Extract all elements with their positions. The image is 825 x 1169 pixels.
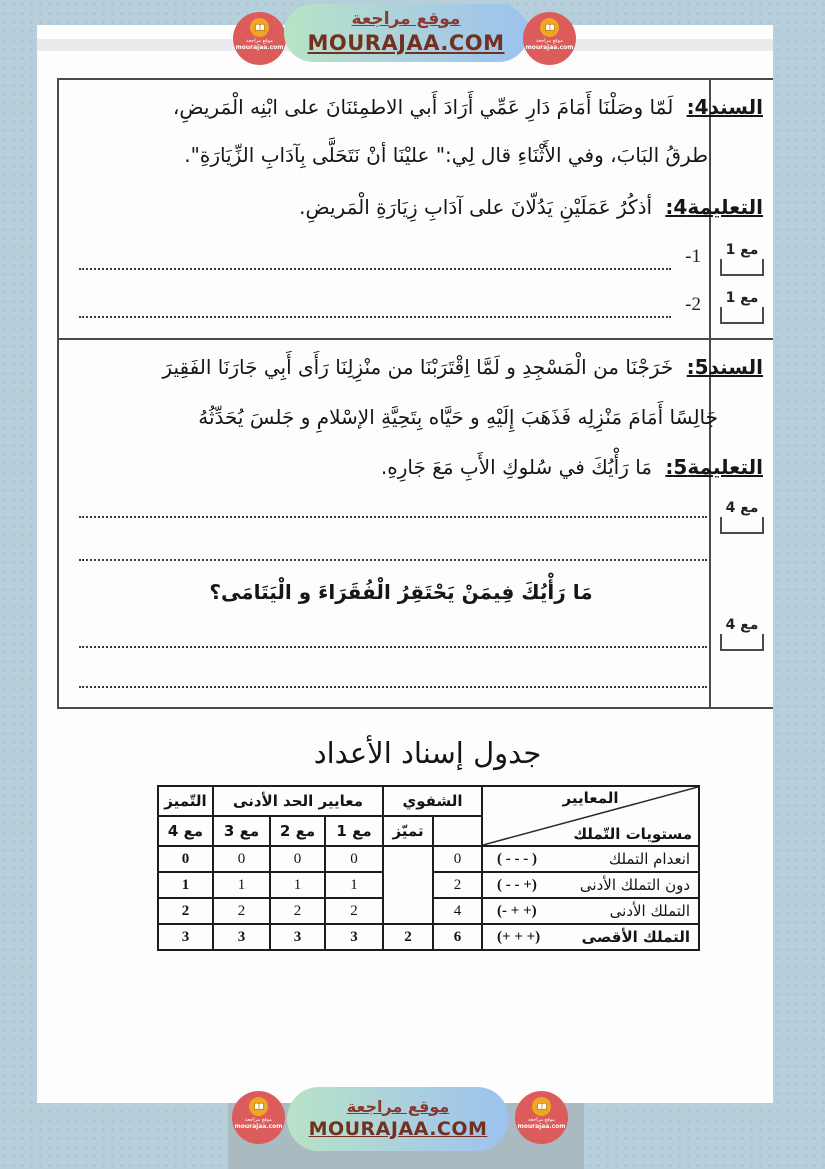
header-min-criteria: معايير الحد الأدنى bbox=[213, 786, 383, 816]
header-oral-score bbox=[433, 816, 482, 846]
m1-score: 3 bbox=[325, 924, 383, 950]
m2-score: 0 bbox=[270, 846, 325, 872]
excellence-empty-cell bbox=[383, 846, 433, 924]
site-badge bbox=[523, 12, 576, 65]
badge-site-name: موقع مراجعة bbox=[245, 1117, 272, 1123]
level-pattern: ( - - +) bbox=[497, 876, 537, 893]
answer-line-2 bbox=[79, 294, 701, 334]
level-pattern: ( - - - ) bbox=[497, 850, 538, 867]
m4-score: 2 bbox=[158, 898, 213, 924]
level-pattern: (+ + +) bbox=[497, 928, 541, 945]
instruction-4-label: التعليمة4: bbox=[665, 195, 763, 219]
instruction-5 bbox=[74, 452, 763, 482]
score-bracket bbox=[720, 517, 764, 534]
book-icon bbox=[249, 1097, 268, 1116]
score-bracket bbox=[720, 307, 764, 324]
badge-site-domain: mourajaa.com bbox=[517, 1122, 566, 1130]
answer-2-number: -2 bbox=[685, 294, 701, 315]
oral-score: 2 bbox=[433, 872, 482, 898]
level-cell bbox=[482, 872, 699, 898]
instruction-4-text: أذكُرُ عَمَلَيْنِ يَدُلّانَ على آدَابِ زِيَارَةِ الْمَريضِ. bbox=[299, 195, 653, 219]
score-mark-label: مع 4 bbox=[725, 617, 759, 633]
m1-score: 0 bbox=[325, 846, 383, 872]
instruction-5-text: مَا رَأْيُكَ في سُلوكِ الأَبِ مَعَ جَارِهِ. bbox=[380, 455, 653, 479]
score-mark-label: مع 4 bbox=[725, 500, 759, 516]
excellence-score: 2 bbox=[383, 924, 433, 950]
m4-score: 0 bbox=[158, 846, 213, 872]
exercise-box bbox=[57, 78, 773, 709]
site-name-arabic: موقع مراجعة bbox=[351, 8, 461, 29]
level-name: انعدام التملك bbox=[608, 850, 691, 868]
instruction-5-label: التعليمة5: bbox=[665, 455, 763, 479]
badge-site-domain: mourajaa.com bbox=[235, 43, 284, 51]
header-excellence: التّميز bbox=[158, 786, 213, 816]
answer-1-number: -1 bbox=[685, 246, 701, 267]
header-m2: مع 2 bbox=[270, 816, 325, 846]
support-5-line1: خَرَجْنَا من الْمَسْجِدِ و لَمَّا اِقْتَرَبْنَا من منْزِلِنَا رَأَى أَبِي جَارَنَا الفَقِيرَ bbox=[162, 355, 674, 379]
m3-score: 1 bbox=[213, 872, 270, 898]
level-name: التملك الأدنى bbox=[609, 902, 691, 920]
question-text: مَا رَأْيُكَ فِيمَنْ يَحْتَقِرُ الْفُقَرَاءَ و الْيَتَامَى؟ bbox=[209, 580, 593, 604]
dotted-line bbox=[79, 559, 707, 561]
instruction-4 bbox=[74, 192, 763, 222]
support-4-line2: طرقُ البَابَ، وفي الأَثْنَاءِ قال لِي:" عليْنَا أنْ نَتَحَلَّى بِآدَابِ الزِّيَارَةِ". bbox=[184, 143, 708, 167]
text-support-4 bbox=[74, 92, 763, 122]
level-cell bbox=[482, 898, 699, 924]
marks-column-divider bbox=[709, 80, 711, 707]
m3-score: 2 bbox=[213, 898, 270, 924]
score-mark-4 bbox=[716, 617, 768, 651]
m2-score: 2 bbox=[270, 898, 325, 924]
m1-score: 1 bbox=[325, 872, 383, 898]
oral-score: 6 bbox=[433, 924, 482, 950]
score-mark-2 bbox=[716, 290, 768, 324]
site-name-arabic: موقع مراجعة bbox=[346, 1096, 450, 1116]
site-badge bbox=[232, 1091, 285, 1144]
level-cell bbox=[482, 924, 699, 950]
dotted-line bbox=[79, 646, 707, 648]
score-bracket bbox=[720, 634, 764, 651]
m3-score: 0 bbox=[213, 846, 270, 872]
m2-score: 3 bbox=[270, 924, 325, 950]
m3-score: 3 bbox=[213, 924, 270, 950]
table-row bbox=[158, 924, 699, 950]
corner-criteria-label: المعايير bbox=[562, 789, 619, 807]
badge-site-name: موقع مراجعة bbox=[246, 38, 273, 44]
answer-line-1 bbox=[79, 246, 701, 286]
site-banner-pill bbox=[287, 1087, 509, 1151]
level-pattern: (- + +) bbox=[497, 902, 537, 919]
book-icon bbox=[532, 1097, 551, 1116]
support-4-label: السند4: bbox=[686, 95, 763, 119]
m2-score: 1 bbox=[270, 872, 325, 898]
score-bracket bbox=[720, 259, 764, 276]
header-m3: مع 3 bbox=[213, 816, 270, 846]
site-badge bbox=[515, 1091, 568, 1144]
table-corner-cell bbox=[482, 786, 699, 846]
support-5-label: السند5: bbox=[686, 355, 763, 379]
oral-score: 0 bbox=[433, 846, 482, 872]
badge-site-domain: mourajaa.com bbox=[525, 43, 574, 51]
level-cell bbox=[482, 846, 699, 872]
book-icon bbox=[540, 18, 559, 37]
table-row bbox=[158, 846, 699, 872]
support-5-line2: جَالِسًا أَمَامَ مَنْزِلِه فَذَهَبَ إِلَيْهِ و حَيَّاه بِتَحِيَّةِ الإسْلامِ و جَلسَ يُحَدِّثُهُ bbox=[198, 405, 718, 429]
header-m4: مع 4 bbox=[158, 816, 213, 846]
m4-score: 1 bbox=[158, 872, 213, 898]
dotted-line bbox=[79, 516, 707, 518]
badge-site-domain: mourajaa.com bbox=[234, 1122, 283, 1130]
score-table-title: جدول إسناد الأعداد bbox=[313, 736, 542, 770]
answer-2-dotted-line bbox=[79, 316, 671, 318]
site-badge bbox=[233, 12, 286, 65]
header-m1: مع 1 bbox=[325, 816, 383, 846]
support-4-line1: لَمّا وصَلْنَا أَمَامَ دَارِ عَمِّي أَرَادَ أَبي الاطمِئنَانَ على ابْنِه الْمَريضِ، bbox=[172, 95, 674, 119]
site-banner-pill bbox=[284, 4, 528, 62]
score-mark-3 bbox=[716, 500, 768, 534]
score-mark-label: مع 1 bbox=[725, 242, 759, 258]
level-name: التملك الأقصى bbox=[581, 928, 691, 946]
section-divider bbox=[59, 338, 773, 340]
level-name: دون التملك الأدنى bbox=[579, 876, 691, 894]
answer-1-dotted-line bbox=[79, 268, 671, 270]
score-mark-label: مع 1 bbox=[725, 290, 759, 306]
badge-site-name: موقع مراجعة bbox=[528, 1117, 555, 1123]
book-icon bbox=[250, 18, 269, 37]
corner-levels-label: مستويات التّملك bbox=[573, 825, 693, 843]
header-oral: الشفوي bbox=[383, 786, 482, 816]
site-domain: MOURAJAA.COM bbox=[308, 1117, 488, 1140]
badge-site-name: موقع مراجعة bbox=[536, 38, 563, 44]
score-mark-1 bbox=[716, 242, 768, 276]
m4-score: 3 bbox=[158, 924, 213, 950]
dotted-line bbox=[79, 686, 707, 688]
site-domain: MOURAJAA.COM bbox=[307, 30, 505, 55]
text-support-5 bbox=[74, 352, 763, 382]
header-excellence-sub: تميّز bbox=[383, 816, 433, 846]
oral-score: 4 bbox=[433, 898, 482, 924]
m1-score: 2 bbox=[325, 898, 383, 924]
score-table bbox=[157, 785, 700, 951]
